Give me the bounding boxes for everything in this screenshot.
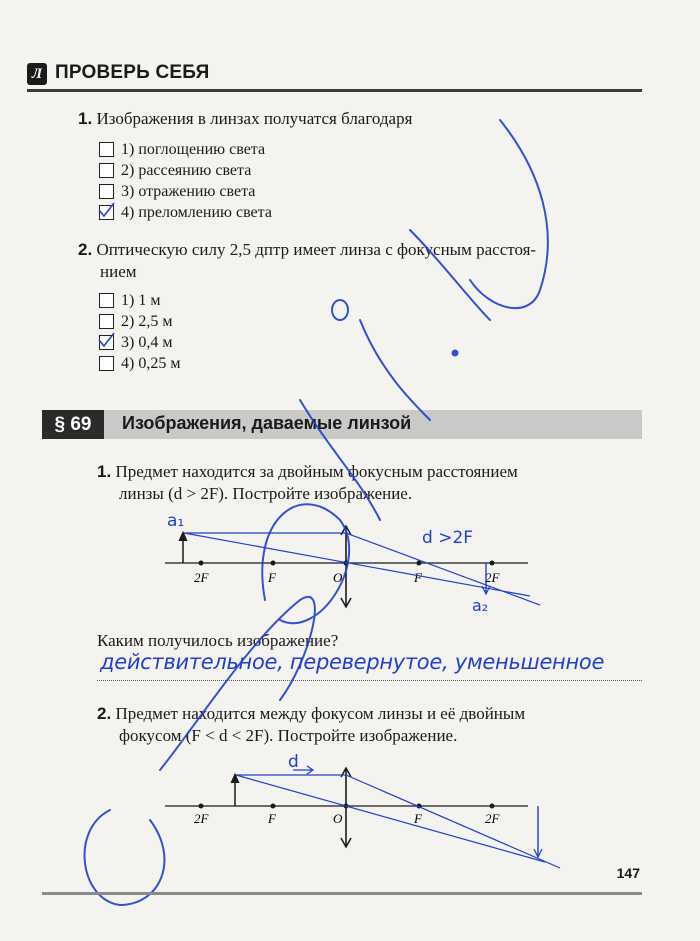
point-2f-left bbox=[199, 804, 204, 809]
handwritten-scribble bbox=[85, 120, 548, 905]
hand-label-d: d >2F bbox=[422, 528, 474, 548]
label-2f-right: 2F bbox=[485, 811, 500, 826]
point-2f-right bbox=[490, 804, 495, 809]
page-number: 147 bbox=[616, 865, 640, 881]
task-1-answer[interactable]: действительное, перевернутое, уменьшенное bbox=[100, 650, 605, 674]
hand-label-d: d bbox=[288, 752, 299, 772]
check-yourself-icon: Л bbox=[27, 63, 47, 85]
question-2-text-line2: нием bbox=[100, 262, 137, 281]
footer-rule bbox=[42, 892, 642, 895]
question-1-text: Изображения в линзах получатся благодаря bbox=[96, 109, 413, 128]
option-label: 1) 1 м bbox=[121, 292, 161, 309]
scribble-o bbox=[262, 504, 349, 623]
option-label: 2) 2,5 м bbox=[121, 313, 173, 330]
task-2-number: 2. bbox=[97, 704, 112, 723]
task-2-rays bbox=[236, 766, 560, 868]
task-1-number: 1. bbox=[97, 462, 112, 481]
task-2-line1: Предмет находится между фокусом линзы и её двойным bbox=[115, 704, 526, 723]
label-f-left: F bbox=[268, 811, 276, 826]
ray-refracted bbox=[346, 775, 560, 868]
task-2-line2: фокусом (F < d < 2F). Постройте изображение. bbox=[119, 726, 458, 745]
scribble-stroke-3 bbox=[360, 320, 430, 420]
section-title: Изображения, даваемые линзой bbox=[122, 413, 412, 433]
scribble-stroke-5 bbox=[470, 120, 548, 308]
option-label: 3) отражению света bbox=[121, 183, 256, 200]
section-badge: § 69 bbox=[42, 410, 104, 439]
question-2-text-line1: Оптическую силу 2,5 дптр имеет линза с фокусным расстоя- bbox=[96, 240, 537, 259]
option-label: 4) 0,25 м bbox=[121, 355, 181, 372]
hand-label-a2: a₂ bbox=[472, 596, 489, 615]
check-yourself-title: ПРОВЕРЬ СЕБЯ bbox=[55, 62, 210, 83]
scribble-c bbox=[85, 810, 165, 905]
option-label: 4) преломлению света bbox=[121, 204, 272, 221]
label-f-right: F bbox=[414, 570, 422, 585]
scribble-stroke-2 bbox=[300, 400, 380, 520]
option-label: 2) рассеянию света bbox=[121, 162, 252, 179]
label-f-right: F bbox=[414, 811, 422, 826]
label-2f-left: 2F bbox=[194, 570, 209, 585]
option-label: 1) поглощению света bbox=[121, 141, 266, 158]
scribble-stroke-4 bbox=[410, 230, 490, 320]
task-1-line2: линзы (d > 2F). Постройте изображение. bbox=[119, 484, 413, 503]
task-1-question: Каким получилось изображение? bbox=[97, 631, 339, 650]
label-2f-left: 2F bbox=[194, 811, 209, 826]
question-2-number: 2. bbox=[78, 240, 93, 259]
scribble-dot bbox=[453, 351, 458, 356]
hand-label-a1: a₁ bbox=[167, 511, 185, 531]
task-1-line1: Предмет находится за двойным фокусным расстоянием bbox=[115, 462, 518, 481]
label-o: O bbox=[333, 570, 343, 585]
label-f-left: F bbox=[268, 570, 276, 585]
option-label: 3) 0,4 м bbox=[121, 334, 173, 351]
question-1-number: 1. bbox=[78, 109, 93, 128]
scribble-small-o bbox=[332, 300, 348, 320]
point-f-left bbox=[271, 804, 276, 809]
label-o: O bbox=[333, 811, 343, 826]
label-2f-right: 2F bbox=[485, 570, 500, 585]
